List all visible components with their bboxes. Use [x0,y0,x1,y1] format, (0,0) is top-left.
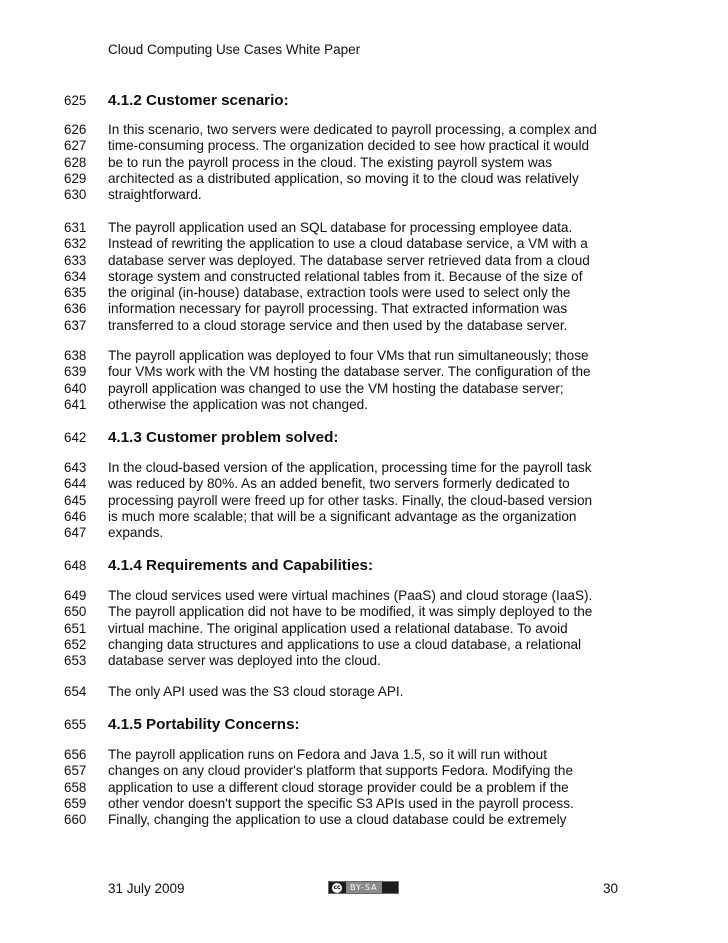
line-number: 632 [64,236,87,252]
line-number: 638 [64,348,87,363]
text-line [0,476,728,492]
line-number: 644 [64,476,87,492]
paragraph [0,460,728,541]
text-line [0,318,728,334]
text-line [0,285,728,301]
footer-date: 31 July 2009 [108,881,185,896]
line-text: The payroll application did not have to be modified, it was simply deployed to the [108,604,593,620]
heading-text: 4.1.5 Portability Concerns: [108,716,300,733]
line-text: The payroll application used an SQL database for processing employee data. [108,220,573,235]
paragraph [0,588,728,669]
line-number: 625 [64,93,87,108]
text-line [0,780,728,796]
text-line [0,796,728,812]
line-number: 639 [64,364,87,380]
heading-text: 4.1.2 Customer scenario: [108,92,289,109]
line-number: 648 [64,558,87,573]
line-number: 635 [64,285,87,301]
text-line [0,509,728,525]
section-heading [0,556,728,576]
text-line [0,653,728,669]
line-number: 658 [64,779,87,795]
line-number: 649 [64,588,87,603]
line-text: The payroll application was deployed to four VMs that run simultaneously; those [108,348,589,363]
line-number: 642 [64,430,87,445]
line-number: 637 [64,317,87,333]
line-text: database server was deployed into the cloud. [108,653,381,669]
line-number: 654 [64,684,87,699]
line-number: 659 [64,795,87,811]
line-text: changes on any cloud provider's platform that supports Fedora. Modifying the [108,763,574,779]
line-number: 646 [64,508,87,524]
line-number: 626 [64,122,87,137]
line-number: 640 [64,380,87,396]
text-line [0,812,728,828]
text-line [0,348,728,364]
line-text: the original (in-house) database, extraction tools were used to select only the [108,285,571,301]
line-number: 660 [64,812,87,828]
text-line [0,187,728,203]
text-line [0,684,728,700]
line-number: 652 [64,636,87,652]
creative-commons-icon: cc [333,883,341,891]
line-text: application to use a different cloud storage provider could be a problem if the [108,779,569,795]
text-line [0,122,728,138]
line-text: information necessary for payroll processing. That extracted information was [108,301,568,317]
paragraph [0,220,728,334]
line-text: is much more scalable; that will be a significant advantage as the organization [108,508,577,524]
line-text: virtual machine. The original application used a relational database. To avoid [108,620,568,636]
text-line [0,604,728,620]
text-line [0,253,728,269]
line-text: The cloud services used were virtual machines (PaaS) and cloud storage (IaaS). [108,588,593,603]
text-line [0,763,728,779]
line-text: storage system and constructed relational tables from it. Because of the size of [108,268,583,284]
line-number: 631 [64,220,87,235]
section-heading [0,715,728,735]
paragraph [0,348,728,413]
text-line [0,715,728,735]
line-text: processing payroll were freed up for other tasks. Finally, the cloud-based version [108,492,593,508]
line-number: 627 [64,138,87,154]
line-number: 629 [64,170,87,186]
line-text: expands. [108,525,164,541]
line-text: time-consuming process. The organization decided to see how practical it would [108,138,590,154]
heading-text: 4.1.3 Customer problem solved: [108,429,339,446]
line-text: Instead of rewriting the application to use a cloud database service, a VM with a [108,236,588,252]
line-number: 628 [64,154,87,170]
line-text: straightforward. [108,187,202,203]
text-line [0,493,728,509]
text-line [0,138,728,154]
text-line [0,556,728,576]
creative-commons-license-badge [328,881,399,894]
line-text: payroll application was changed to use the VM hosting the database server; [108,380,564,396]
line-number: 636 [64,301,87,317]
line-text: database server was deployed. The database server retrieved data from a cloud [108,252,590,268]
line-text: otherwise the application was not changed. [108,396,368,412]
line-number: 650 [64,604,87,620]
line-number: 643 [64,460,87,475]
line-number: 641 [64,396,87,412]
text-line [0,397,728,413]
line-text: four VMs work with the VM hosting the database server. The configuration of the [108,364,591,380]
line-number: 655 [64,717,87,732]
line-number: 630 [64,187,87,203]
line-number: 653 [64,653,87,669]
line-number: 647 [64,525,87,541]
line-text: Finally, changing the application to use a cloud database could be extremely [108,812,567,828]
text-line [0,301,728,317]
text-line [0,460,728,476]
line-text: was reduced by 80%. As an added benefit, two servers formerly dedicated to [108,476,570,492]
page-number: 30 [603,881,619,896]
line-text: changing data structures and applications to use a cloud database, a relational [108,636,582,652]
text-line [0,621,728,637]
license-label: BY-SA [346,882,382,893]
line-text: be to run the payroll process in the cloud. The existing payroll system was [108,154,553,170]
text-line [0,381,728,397]
line-text: In this scenario, two servers were dedicated to payroll processing, a complex and [108,122,597,137]
text-line [0,269,728,285]
page-header-title: Cloud Computing Use Cases White Paper [108,42,361,57]
text-line [0,91,728,111]
line-text: architected as a distributed application, so moving it to the cloud was relatively [108,170,579,186]
line-number: 657 [64,763,87,779]
text-line [0,220,728,236]
text-line [0,428,728,448]
text-line [0,155,728,171]
text-line [0,637,728,653]
text-line [0,236,728,252]
line-number: 633 [64,252,87,268]
line-number: 656 [64,747,87,762]
line-text: The only API used was the S3 cloud storage API. [108,684,404,699]
text-line [0,171,728,187]
paragraph [0,747,728,828]
line-text: other vendor doesn't support the specific S3 APIs used in the payroll process. [108,795,574,811]
paragraph [0,122,728,203]
text-line [0,747,728,763]
heading-text: 4.1.4 Requirements and Capabilities: [108,557,374,574]
line-number: 645 [64,492,87,508]
section-heading [0,428,728,448]
text-line [0,364,728,380]
paragraph [0,684,728,700]
line-number: 651 [64,620,87,636]
line-text: The payroll application runs on Fedora and Java 1.5, so it will run without [108,747,548,762]
line-text: transferred to a cloud storage service and then used by the database server. [108,317,568,333]
line-number: 634 [64,268,87,284]
section-heading [0,91,728,111]
line-text: In the cloud-based version of the application, processing time for the payroll task [108,460,592,475]
text-line [0,525,728,541]
text-line [0,588,728,604]
